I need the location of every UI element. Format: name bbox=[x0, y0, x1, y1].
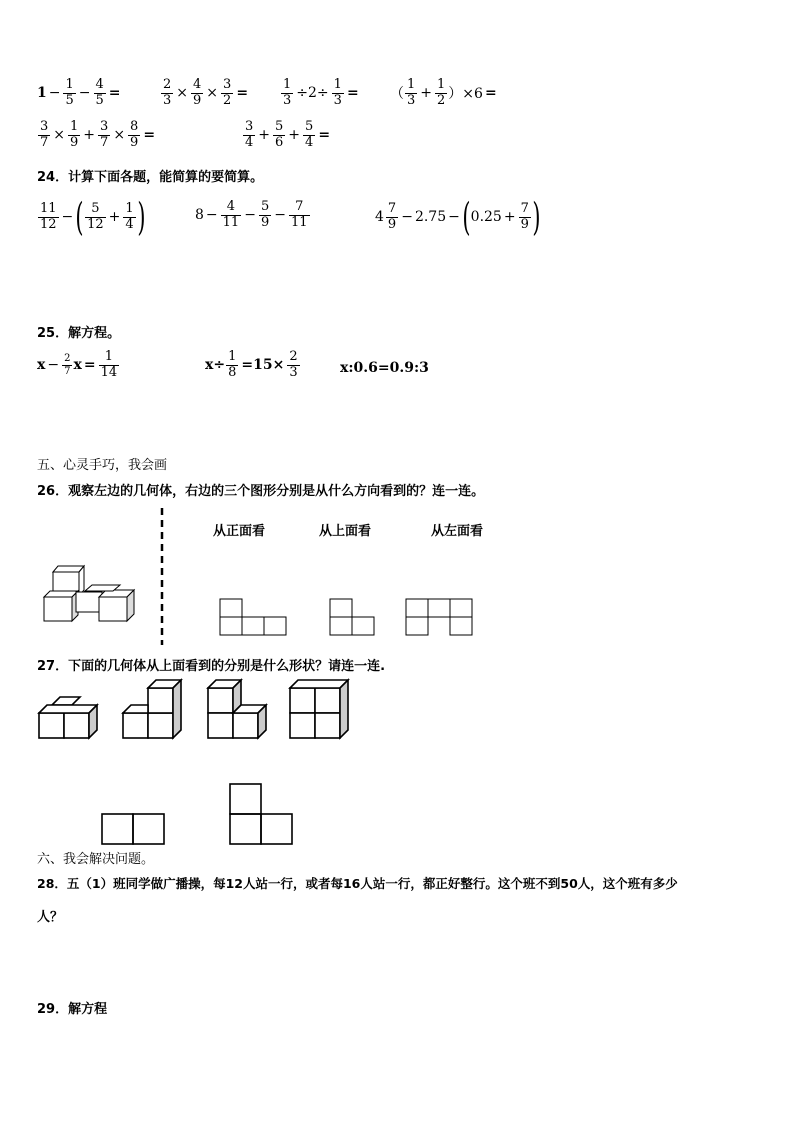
fraction: $\frac{1}{5}$ bbox=[65, 77, 74, 108]
q27-top-view-1-cell bbox=[133, 814, 164, 844]
fraction: $\frac{5}{12}$ bbox=[87, 200, 104, 232]
expr-24-3: 4 $\frac{7}{9}$ − 2.75 − ( 0.25 + $\frac{7}{9}$ ) bbox=[375, 195, 541, 239]
expr-23-3: $\frac{1}{3}$ ÷2÷ $\frac{1}{3}$ = bbox=[283, 77, 359, 108]
fraction: $\frac{7}{9}$ bbox=[387, 200, 397, 232]
fraction: $\frac{3}{2}$ bbox=[223, 77, 232, 108]
fraction: $\frac{8}{9}$ bbox=[130, 119, 139, 150]
q27-top-view-2-cell bbox=[261, 814, 292, 844]
expr-23-6: $\frac{3}{4}$ + $\frac{5}{6}$ + $\frac{5}{4}$ = bbox=[245, 119, 331, 150]
section-6-title: 六、我会解决问题。 bbox=[37, 852, 155, 867]
fraction: $\frac{7}{9}$ bbox=[520, 200, 529, 232]
expr-24-2: 8 − $\frac{4}{11}$ − $\frac{5}{9}$ − $\frac{7}{11}$ bbox=[195, 199, 308, 230]
expr-23-2: $\frac{2}{3}$ × $\frac{4}{9}$ × $\frac{3}{2}$ = bbox=[163, 77, 249, 108]
fraction: $\frac{1}{14}$ bbox=[100, 349, 118, 380]
equation-25-3: x:0.6=0.9:3 bbox=[340, 360, 429, 376]
question-29-title: 29．解方程 bbox=[37, 1002, 108, 1017]
fraction: $\frac{1}{3}$ bbox=[333, 77, 342, 108]
fraction: $\frac{1}{8}$ bbox=[228, 349, 237, 380]
fraction: $\frac{1}{3}$ bbox=[407, 77, 416, 108]
fraction: $\frac{2}{3}$ bbox=[289, 349, 298, 380]
fraction: $\frac{1}{4}$ bbox=[125, 200, 134, 232]
fraction: $\frac{4}{9}$ bbox=[193, 77, 202, 108]
question-26-title: 26．观察左边的几何体，右边的三个图形分别是从什么方向看到的？连一连。 bbox=[37, 484, 485, 499]
fraction: $\frac{2}{3}$ bbox=[163, 77, 172, 108]
question-28-line1: 28．五（1）班同学做广播操，每12人站一行，或者每16人站一行，都正好整行。这个班不到50人，这个班有多少 bbox=[37, 876, 678, 891]
expr-23-5: $\frac{3}{7}$ × $\frac{1}{9}$ + $\frac{3}{7}$ × $\frac{8}{9}$ = bbox=[40, 119, 156, 150]
fraction: $\frac{3}{7}$ bbox=[40, 119, 49, 150]
label-top-view: 从上面看 bbox=[319, 524, 372, 539]
fraction: $\frac{1}{3}$ bbox=[283, 77, 292, 108]
fraction: $\frac{7}{11}$ bbox=[290, 199, 308, 230]
q27-top-view-2-cell bbox=[230, 784, 261, 814]
fraction: $\frac{3}{7}$ bbox=[100, 119, 109, 150]
label-front-view: 从正面看 bbox=[213, 524, 266, 539]
q27-top-view-2-cell bbox=[230, 814, 261, 844]
question-24-title: 24．计算下面各题，能简算的要简算。 bbox=[37, 170, 264, 185]
expr-24-1: $\frac{11}{12}$ − ( $\frac{5}{12}$ + $\frac{1}{4}$ ) bbox=[40, 195, 146, 239]
fraction: $\frac{2}{7}$ bbox=[64, 353, 71, 377]
question-27-title: 27．下面的几何体从上面看到的分别是什么形状？请连一连. bbox=[37, 659, 386, 674]
fraction: $\frac{3}{4}$ bbox=[245, 119, 254, 150]
expr-23-1: 1 − $\frac{1}{5}$ − $\frac{4}{5}$ = bbox=[37, 77, 121, 108]
fraction: $\frac{4}{5}$ bbox=[95, 77, 104, 108]
equation-25-1: x − $\frac{2}{7}$ x = $\frac{1}{14}$ bbox=[37, 349, 118, 380]
q27-top-view-1-cell bbox=[102, 814, 133, 844]
section-5-title: 五、心灵手巧，我会画 bbox=[37, 458, 168, 473]
label-left-view: 从左面看 bbox=[431, 524, 484, 539]
question-25-title: 25．解方程。 bbox=[37, 326, 121, 341]
fraction: $\frac{5}{9}$ bbox=[260, 199, 270, 230]
fraction: $\frac{5}{6}$ bbox=[275, 119, 284, 150]
fraction: $\frac{11}{12}$ bbox=[40, 200, 57, 232]
fraction: $\frac{4}{11}$ bbox=[222, 199, 240, 230]
fraction: $\frac{1}{2}$ bbox=[437, 77, 446, 108]
question-28-line2: 人？ bbox=[37, 910, 64, 925]
fraction: $\frac{1}{9}$ bbox=[70, 119, 79, 150]
fraction: $\frac{5}{4}$ bbox=[305, 119, 314, 150]
expr-23-4: （ $\frac{1}{3}$ + $\frac{1}{2}$ ）×6 = bbox=[390, 77, 497, 108]
equation-25-2: x÷ $\frac{1}{8}$ =15× $\frac{2}{3}$ bbox=[205, 349, 298, 380]
